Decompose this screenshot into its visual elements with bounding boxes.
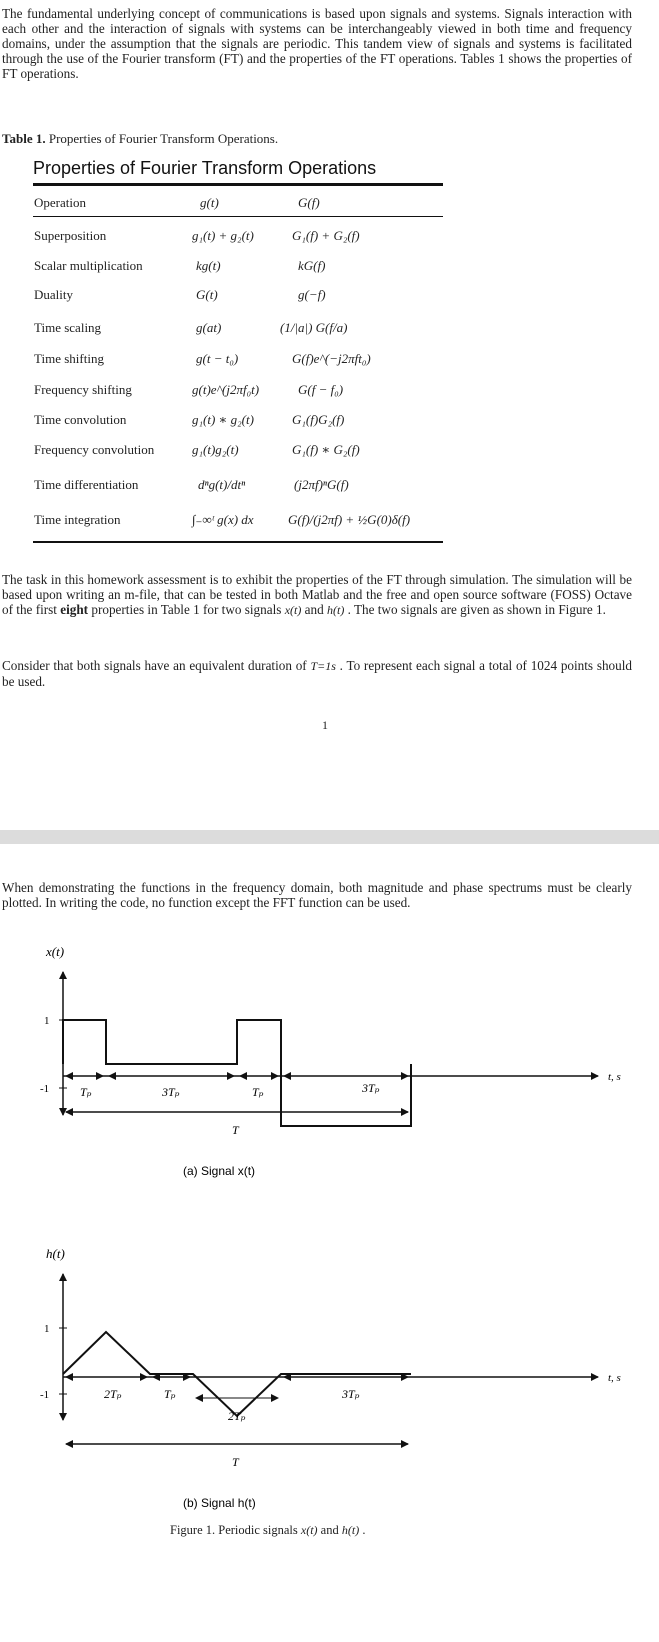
x-seg4-label: 3Tₚ <box>362 1081 380 1095</box>
row-time: kg(t) <box>196 258 221 273</box>
row-freq: kG(f) <box>298 258 326 273</box>
figure-signal-h <box>0 1240 659 1560</box>
row-operation: Time differentiation <box>34 477 139 492</box>
duration-paragraph <box>2 658 632 689</box>
row-operation: Duality <box>34 287 73 302</box>
x-signal-waveform <box>63 1020 411 1126</box>
h-signal-waveform <box>63 1332 411 1416</box>
row-freq: G(f)e^(−j2πft₀) <box>292 351 371 366</box>
row-operation: Time convolution <box>34 412 127 427</box>
duration-T: T=1s <box>310 659 336 673</box>
x-y-neg-label: -1 <box>40 1083 50 1095</box>
task-text-c: . The two signals are given as shown in Figure 1. <box>344 602 606 617</box>
row-freq: (1/|a|) G(f/a) <box>280 320 348 335</box>
h-seg2-label: Tₚ <box>164 1387 176 1401</box>
figure-caption-end: . <box>359 1523 366 1537</box>
figure-caption-x: x(t) <box>300 1523 318 1537</box>
table-caption <box>2 131 278 147</box>
frequency-paragraph: When demonstrating the functions in the frequency domain, both magnitude and phase spectrums must be clearly plotted. In writing the code, no function except the FFT function can be used. <box>2 880 632 910</box>
h-axis-ylabel: h(t) <box>46 1246 65 1261</box>
h-seg3-label: 2Tₚ <box>228 1409 246 1423</box>
row-time: g₁(t) + g₂(t) <box>192 228 254 243</box>
row-time: g₁(t)g₂(t) <box>192 442 239 457</box>
figure-caption-and: and <box>317 1523 342 1537</box>
row-operation: Scalar multiplication <box>34 258 143 273</box>
figure-signal-x <box>0 940 659 1260</box>
task-bold-eight: eight <box>60 602 89 617</box>
duration-text-a: Consider that both signals have an equivalent duration of <box>2 658 311 673</box>
task-text-a: The task in this homework assessment is to exhibit the properties of the FT through simulation. The simulation will be based upon writing an m-file, that can be tested in both Matlab and the free and open source software (FOSS) Octave of the first <box>2 572 632 617</box>
row-time: dⁿg(t)/dtⁿ <box>198 477 246 492</box>
task-signal-x: x(t) <box>284 603 302 617</box>
row-freq: G(f)/(j2πf) + ½G(0)δ(f) <box>288 512 411 527</box>
row-time: g(t)e^(j2πf₀t) <box>192 382 260 397</box>
table-caption-text: Properties of Fourier Transform Operations. <box>45 131 279 146</box>
page-number: 1 <box>322 718 328 732</box>
row-operation: Frequency convolution <box>34 442 155 457</box>
x-y-pos-label: 1 <box>44 1015 50 1027</box>
table-header-time: g(t) <box>200 195 219 210</box>
x-axis-ylabel: x(t) <box>46 944 65 959</box>
task-text-and: and <box>301 602 327 617</box>
x-seg1-label: Tₚ <box>80 1085 92 1099</box>
table-header-operation: Operation <box>34 195 86 210</box>
x-caption: (a) Signal x(t) <box>183 1164 256 1178</box>
row-freq: (j2πf)ⁿG(f) <box>294 477 349 492</box>
row-operation: Superposition <box>34 228 107 243</box>
table-caption-label: Table 1. <box>2 131 46 146</box>
h-y-pos-label: 1 <box>44 1323 50 1335</box>
row-operation: Time scaling <box>34 320 102 335</box>
figure-caption <box>170 1523 365 1538</box>
duration-text-b: . To represent each signal a total of 1024 points should be used. <box>2 658 632 689</box>
x-time-label: t, s <box>608 1071 621 1083</box>
x-seg2-label: 3Tₚ <box>162 1085 180 1099</box>
table-title: Properties of Fourier Transform Operations <box>33 158 377 178</box>
row-time: g(t − t₀) <box>196 351 239 366</box>
table-header-rule <box>33 216 443 217</box>
figure-caption-h: h(t) <box>341 1523 360 1537</box>
table-bottom-rule <box>33 541 443 543</box>
x-period-label: T <box>232 1123 239 1137</box>
row-time: g₁(t) ∗ g₂(t) <box>192 412 254 427</box>
figure-caption-text: Figure 1. Periodic signals <box>170 1523 301 1537</box>
h-caption: (b) Signal h(t) <box>183 1496 256 1510</box>
h-seg4-label: 3Tₚ <box>342 1387 360 1401</box>
table-header-freq: G(f) <box>298 195 320 210</box>
row-time: ∫₋∞ᵗ g(x) dx <box>192 512 254 527</box>
row-time: g(at) <box>196 320 222 335</box>
h-time-label: t, s <box>608 1372 621 1384</box>
h-period-label: T <box>232 1455 239 1469</box>
row-operation: Time integration <box>34 512 121 527</box>
row-freq: G₁(f) + G₂(f) <box>292 228 360 243</box>
row-freq: G₁(f)G₂(f) <box>292 412 345 427</box>
intro-paragraph: The fundamental underlying concept of communications is based upon signals and systems. Signals interaction with each other and the interaction of signals with systems can be interchangeably viewed in both time and frequency domains, under the assumption that the signals are periodic. This tandem view of signals and systems is facilitated through the use of the Fourier transform (FT) and the properties of the FT operations. Tables 1 shows the properties of FT operations. <box>2 6 632 81</box>
row-time: G(t) <box>196 287 218 302</box>
row-freq: g(−f) <box>298 287 326 302</box>
h-y-neg-label: -1 <box>40 1389 50 1401</box>
task-paragraph <box>2 572 632 618</box>
task-signal-h: h(t) <box>326 603 345 617</box>
row-operation: Time shifting <box>34 351 104 366</box>
row-freq: G(f − f₀) <box>298 382 344 397</box>
x-seg3-label: Tₚ <box>252 1085 264 1099</box>
table-top-rule <box>33 183 443 186</box>
row-operation: Frequency shifting <box>34 382 132 397</box>
page-break <box>0 830 659 844</box>
h-seg1-label: 2Tₚ <box>104 1387 122 1401</box>
row-freq: G₁(f) ∗ G₂(f) <box>292 442 360 457</box>
task-text-b: properties in Table 1 for two signals <box>88 602 285 617</box>
